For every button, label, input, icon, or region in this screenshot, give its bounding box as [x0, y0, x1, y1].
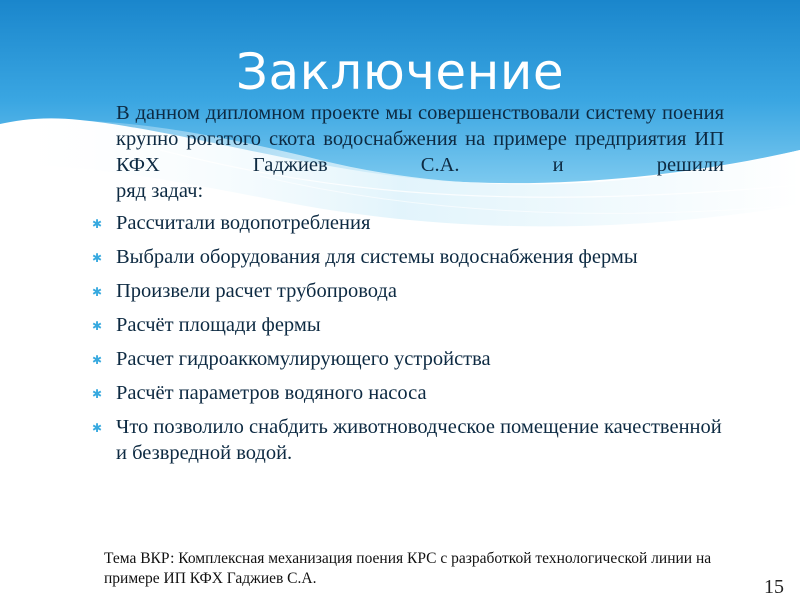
list-item-text: Рассчитали водопотребления	[116, 212, 371, 234]
slide-number: 15	[764, 576, 784, 598]
list-item-text: Расчёт площади фермы	[116, 314, 321, 336]
slide-title: Заключение	[235, 43, 565, 101]
list-item-text: Произвели расчет трубопровода	[116, 280, 397, 302]
asterisk-bullet-icon: ✱	[92, 353, 103, 367]
intro-paragraph	[116, 100, 724, 204]
asterisk-bullet-icon: ✱	[92, 421, 103, 435]
list-item-text: Расчёт параметров водяного насоса	[116, 382, 427, 404]
asterisk-bullet-icon: ✱	[92, 251, 103, 265]
list-item	[84, 244, 724, 270]
task-list	[84, 210, 724, 466]
asterisk-bullet-icon: ✱	[92, 387, 103, 401]
list-item	[84, 414, 724, 466]
asterisk-bullet-icon: ✱	[92, 319, 103, 333]
list-item	[84, 312, 724, 338]
list-item	[84, 380, 724, 406]
asterisk-bullet-icon: ✱	[92, 285, 103, 299]
list-item-text: Выбрали оборудования для системы водоснабжения фермы	[116, 246, 638, 268]
list-item-text: Что позволило снабдить животноводческое помещение качественной и безвредной водой.	[116, 416, 722, 464]
intro-line: В данном дипломном проекте мы совершенствовали	[116, 102, 580, 124]
asterisk-bullet-icon: ✱	[92, 217, 103, 231]
intro-line: ряд задач:	[116, 180, 204, 202]
list-item	[84, 210, 724, 236]
list-item	[84, 278, 724, 304]
slide-body	[84, 100, 724, 474]
intro-line: систему поения крупно рогатого скота водоснабжения на	[116, 102, 724, 150]
list-item-text: Расчет гидроаккомулирующего устройства	[116, 348, 491, 370]
intro-line: примере предприятия ИП КФХ Гаджиев С.А. и решили	[116, 128, 725, 176]
list-item	[84, 346, 724, 372]
thesis-topic-note: Тема ВКР: Комплексная механизация поения КРС с разработкой технологической линии на примере ИП КФХ Гаджиев С.А.	[104, 550, 712, 587]
